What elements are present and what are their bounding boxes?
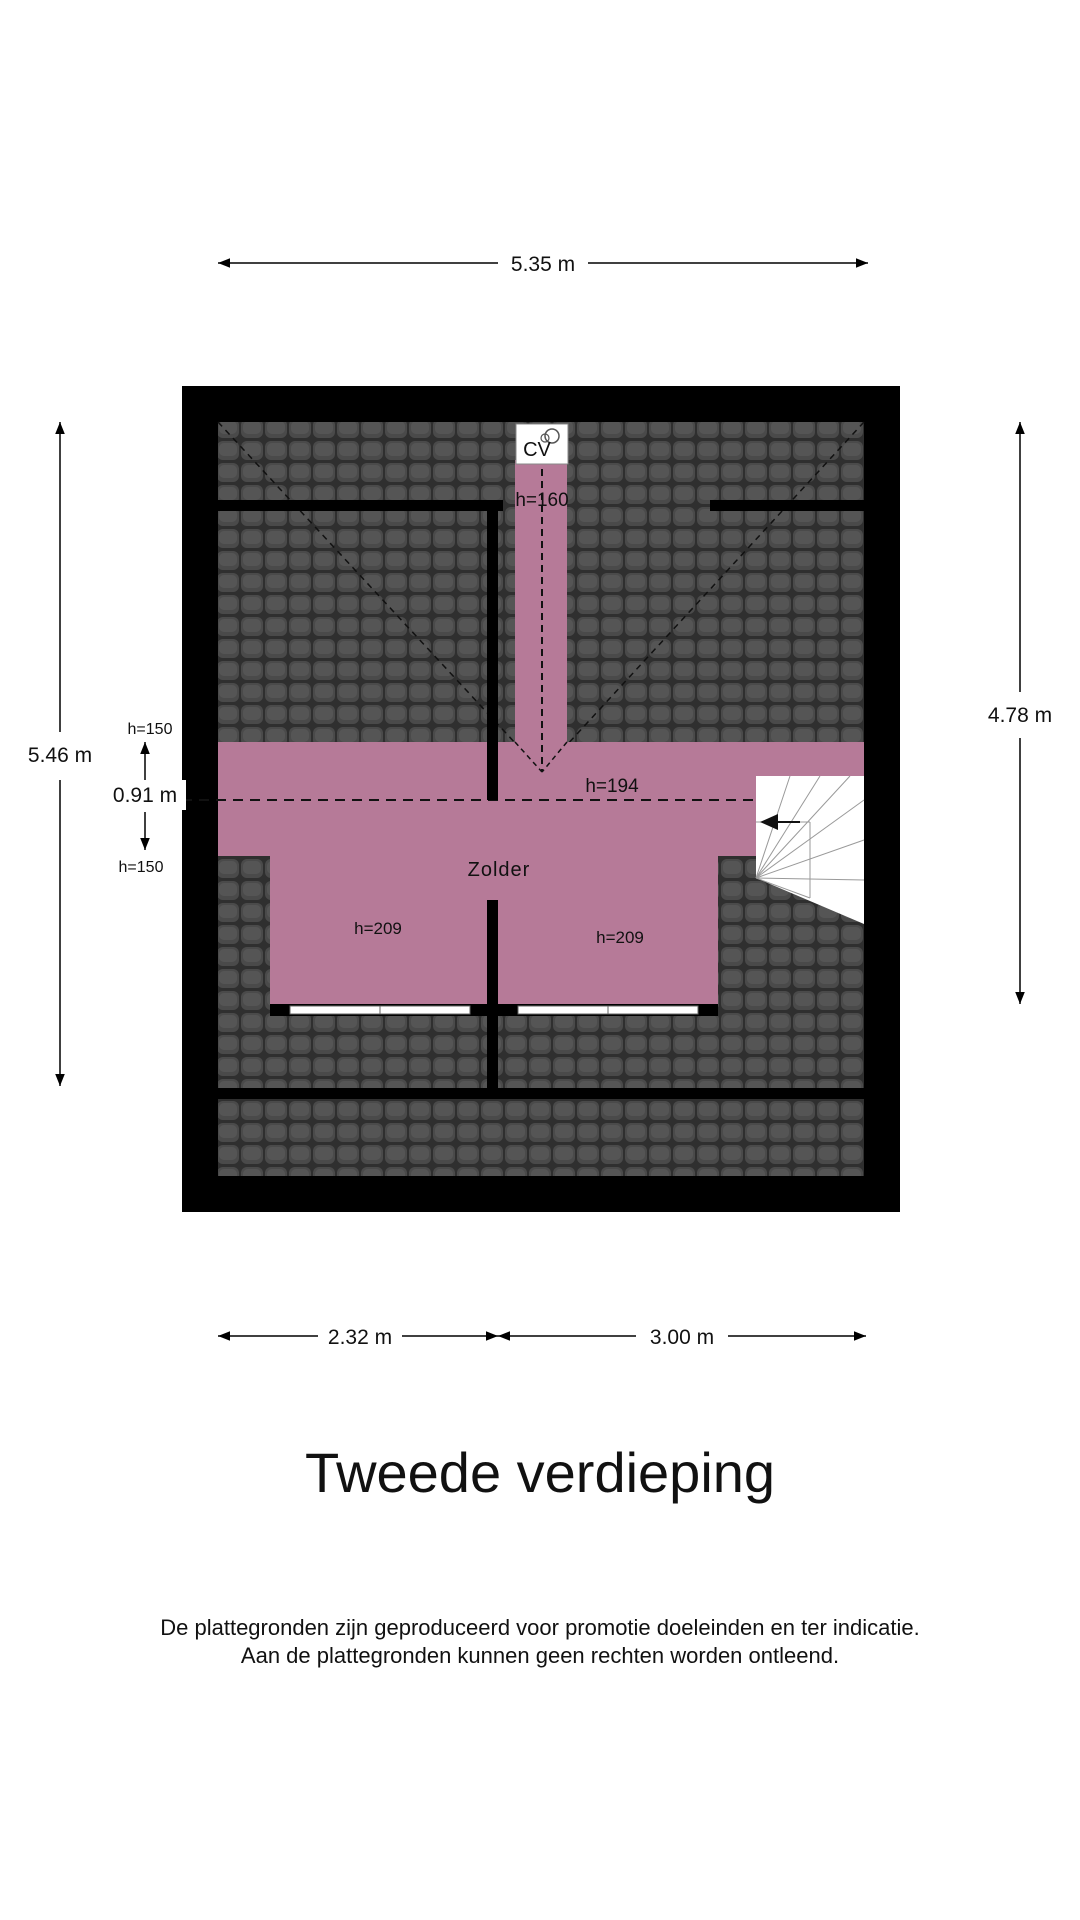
height-label-160: h=160 <box>515 490 569 511</box>
room-name-label: Zolder <box>467 859 531 881</box>
cv-label: CV <box>523 439 551 461</box>
dim-bottom-right-label: 3.00 m <box>649 1326 715 1349</box>
disclaimer <box>0 1614 1080 1670</box>
disclaimer-line-1: De plattegronden zijn geproduceerd voor promotie doeleinden en ter indicatie. <box>160 1615 920 1640</box>
knee-height-bottom-label: h=150 <box>118 859 164 876</box>
dim-bottom-left-label: 2.32 m <box>327 1326 393 1349</box>
dim-right-label: 4.78 m <box>987 704 1053 727</box>
disclaimer-line-2: Aan de plattegronden kunnen geen rechten worden ontleend. <box>240 1643 840 1668</box>
knee-height-top-label: h=150 <box>127 721 173 738</box>
height-label-209-right: h=209 <box>596 928 644 947</box>
dim-top-label: 5.35 m <box>510 253 576 276</box>
dim-left-label: 5.46 m <box>27 744 93 767</box>
floor-title: Tweede verdieping <box>304 1441 776 1504</box>
height-label-209-left: h=209 <box>354 919 402 938</box>
height-label-194: h=194 <box>585 776 639 797</box>
dim-knee-label: 0.91 m <box>112 784 178 807</box>
